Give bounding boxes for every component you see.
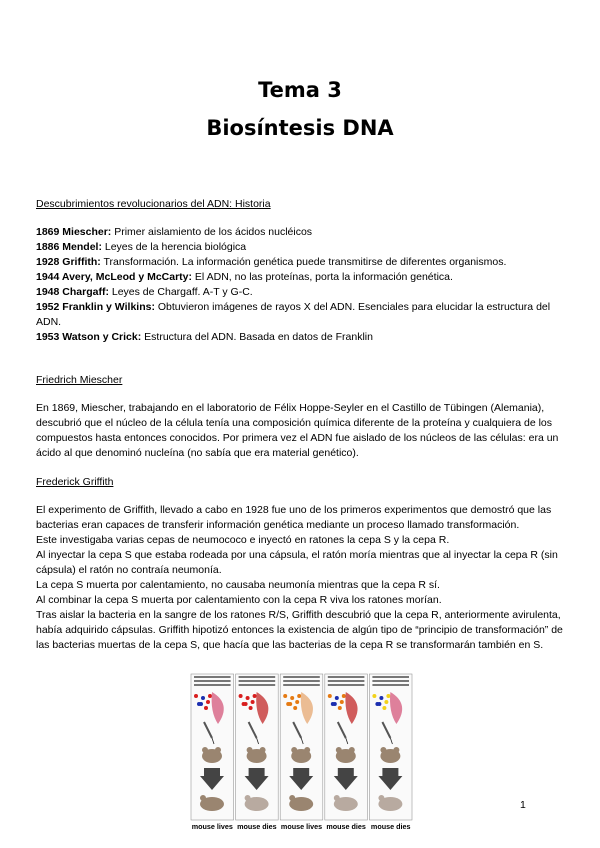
section-heading-historia: Descubrimientos revolucionarios del ADN: Historia bbox=[36, 198, 271, 210]
history-item-text: Obtuvieron imágenes de rayos X del ADN. Esenciales para elucidar la estructura del ADN. bbox=[36, 301, 551, 328]
miescher-paragraph bbox=[36, 401, 568, 461]
caption-line bbox=[194, 676, 231, 678]
paragraph: En 1869, Miescher, trabajando en el laboratorio de Félix Hoppe-Seyler en el Castillo de Tübingen (Alemania), descubrió que el núcleo de la célula tenía una composición química diferente de la proteína y cualquiera de los compuestos hasta entonces conocidos. Por primera vez el ADN fue aislado de los núcleos de las células: era un ácido al que denominó nucleína (no sabía que era material genético). bbox=[36, 402, 559, 459]
griffith-line: La cepa S muerta por calentamiento, no causaba neumonía mientras que la cepa R sí. bbox=[36, 579, 440, 591]
bacteria-dot bbox=[201, 696, 205, 700]
caption-line bbox=[239, 684, 276, 686]
bacteria-dot bbox=[293, 706, 297, 710]
caption-line bbox=[372, 684, 409, 686]
page-number: 1 bbox=[520, 799, 526, 811]
mouse-ear bbox=[215, 747, 221, 753]
history-item-text: El ADN, no las proteínas, porta la información genética. bbox=[192, 271, 453, 283]
history-item bbox=[36, 285, 568, 300]
result-label: mouse dies bbox=[326, 822, 366, 831]
griffith-line: El experimento de Griffith, llevado a cabo en 1928 fue uno de los primeros experimentos que demostró que las bacterias eran capaces de transferir información genética mediante un proceso llamado transformación. bbox=[36, 504, 552, 531]
history-item bbox=[36, 270, 568, 285]
bacteria-dot bbox=[379, 696, 383, 700]
historia-list bbox=[36, 225, 568, 345]
bacteria-dot bbox=[335, 696, 339, 700]
mouse-ear bbox=[247, 747, 253, 753]
bacteria-dot bbox=[386, 694, 390, 698]
result-label: mouse dies bbox=[237, 822, 277, 831]
history-item bbox=[36, 330, 568, 345]
mouse-result-ear bbox=[245, 795, 251, 801]
bacteria-dot bbox=[246, 696, 250, 700]
bacteria-dot bbox=[290, 696, 294, 700]
mouse-ear bbox=[260, 747, 266, 753]
mouse-ear bbox=[336, 747, 342, 753]
griffith-experiment-figure bbox=[190, 672, 413, 832]
bacteria-dot bbox=[194, 694, 198, 698]
bacteria-dot bbox=[340, 700, 344, 704]
caption-line bbox=[194, 684, 231, 686]
history-item bbox=[36, 255, 568, 270]
result-label: mouse lives bbox=[191, 822, 233, 831]
griffith-line: Tras aislar la bacteria en la sangre de los ratones R/S, Griffith descubrió que la cepa R, anteriormente avirulenta, había adquirido cápsulas. Griffith hipotizó entonces la existencia de algún tipo de “principio de transformación” de las bacterias muertas de la cepa S, que hacía que las bacterias de la cepa R se transformarán también en S. bbox=[36, 609, 563, 651]
history-item-text: Estructura del ADN. Basada en datos de Franklin bbox=[141, 331, 373, 343]
bacteria-dot bbox=[297, 694, 301, 698]
bacteria-dot bbox=[331, 702, 335, 706]
bacteria-dot bbox=[253, 694, 257, 698]
caption-line bbox=[283, 680, 320, 682]
bacteria-dot bbox=[338, 706, 342, 710]
bacteria-dot bbox=[208, 694, 212, 698]
page-title: Tema 3 bbox=[258, 78, 342, 102]
history-item bbox=[36, 300, 568, 330]
bacteria-dot bbox=[204, 706, 208, 710]
mouse-ear bbox=[202, 747, 208, 753]
caption-line bbox=[283, 676, 320, 678]
mouse-result-ear bbox=[334, 795, 340, 801]
result-label: mouse dies bbox=[370, 822, 411, 831]
history-item bbox=[36, 225, 568, 240]
page-subtitle: Biosíntesis DNA bbox=[206, 116, 394, 140]
history-item-text: Transformación. La información genética puede transmitirse de diferentes organismos. bbox=[100, 256, 507, 268]
caption-line bbox=[372, 680, 409, 682]
caption-line bbox=[328, 684, 365, 686]
history-item bbox=[36, 240, 568, 255]
history-item-year: 1886 Mendel: bbox=[36, 241, 102, 253]
result-label: mouse lives bbox=[280, 822, 323, 831]
mouse-ear bbox=[349, 747, 355, 753]
history-item-year: 1952 Franklin y Wilkins: bbox=[36, 301, 155, 313]
mouse-result-ear bbox=[200, 795, 206, 801]
mouse-result-ear bbox=[378, 795, 384, 801]
bacteria-dot bbox=[295, 700, 299, 704]
caption-line bbox=[328, 680, 365, 682]
bacteria-dot bbox=[242, 702, 246, 706]
caption-line bbox=[283, 684, 320, 686]
bacteria-dot bbox=[249, 706, 253, 710]
bacteria-dot bbox=[375, 702, 379, 706]
history-item-text: Primer aislamiento de los ácidos nucléicos bbox=[111, 226, 313, 238]
griffith-line: Al inyectar la cepa S que estaba rodeada por una cápsula, el ratón moría mientras que al inyectar la cepa R (sin cápsula) el ratón no contraía neumonía. bbox=[36, 549, 558, 576]
caption-line bbox=[239, 680, 276, 682]
bacteria-dot bbox=[251, 700, 255, 704]
mouse-ear bbox=[380, 747, 386, 753]
bacteria-dot bbox=[328, 694, 332, 698]
griffith-text bbox=[36, 503, 568, 653]
caption-line bbox=[372, 676, 409, 678]
caption-line bbox=[239, 676, 276, 678]
history-item-year: 1944 Avery, McLeod y McCarty: bbox=[36, 271, 193, 283]
bacteria-dot bbox=[382, 706, 386, 710]
bacteria-dot bbox=[384, 700, 388, 704]
griffith-illustration bbox=[190, 672, 413, 832]
mouse-ear bbox=[393, 747, 399, 753]
section-heading-miescher: Friedrich Miescher bbox=[36, 374, 123, 386]
bacteria-dot bbox=[283, 694, 287, 698]
mouse-ear bbox=[304, 747, 310, 753]
section-heading-griffith: Frederick Griffith bbox=[36, 476, 114, 488]
bacteria-dot bbox=[239, 694, 243, 698]
history-item-year: 1948 Chargaff: bbox=[36, 286, 109, 298]
bacteria-dot bbox=[372, 694, 376, 698]
bacteria-dot bbox=[206, 700, 210, 704]
bacteria-dot bbox=[286, 702, 290, 706]
history-item-year: 1953 Watson y Crick: bbox=[36, 331, 142, 343]
caption-line bbox=[194, 680, 231, 682]
bacteria-dot bbox=[197, 702, 201, 706]
history-item-year: 1869 Miescher: bbox=[36, 226, 112, 238]
griffith-line: Este investigaba varias cepas de neumococo e inyectó en ratones la cepa S y la cepa R. bbox=[36, 534, 450, 546]
history-item-year: 1928 Griffith: bbox=[36, 256, 101, 268]
mouse-ear bbox=[291, 747, 297, 753]
history-item-text: Leyes de la herencia biológica bbox=[101, 241, 247, 253]
history-item-text: Leyes de Chargaff. A-T y G-C. bbox=[108, 286, 253, 298]
bacteria-dot bbox=[342, 694, 346, 698]
caption-line bbox=[328, 676, 365, 678]
griffith-line: Al combinar la cepa S muerta por calentamiento con la cepa R viva los ratones morían. bbox=[36, 594, 442, 606]
mouse-result-ear bbox=[289, 795, 295, 801]
